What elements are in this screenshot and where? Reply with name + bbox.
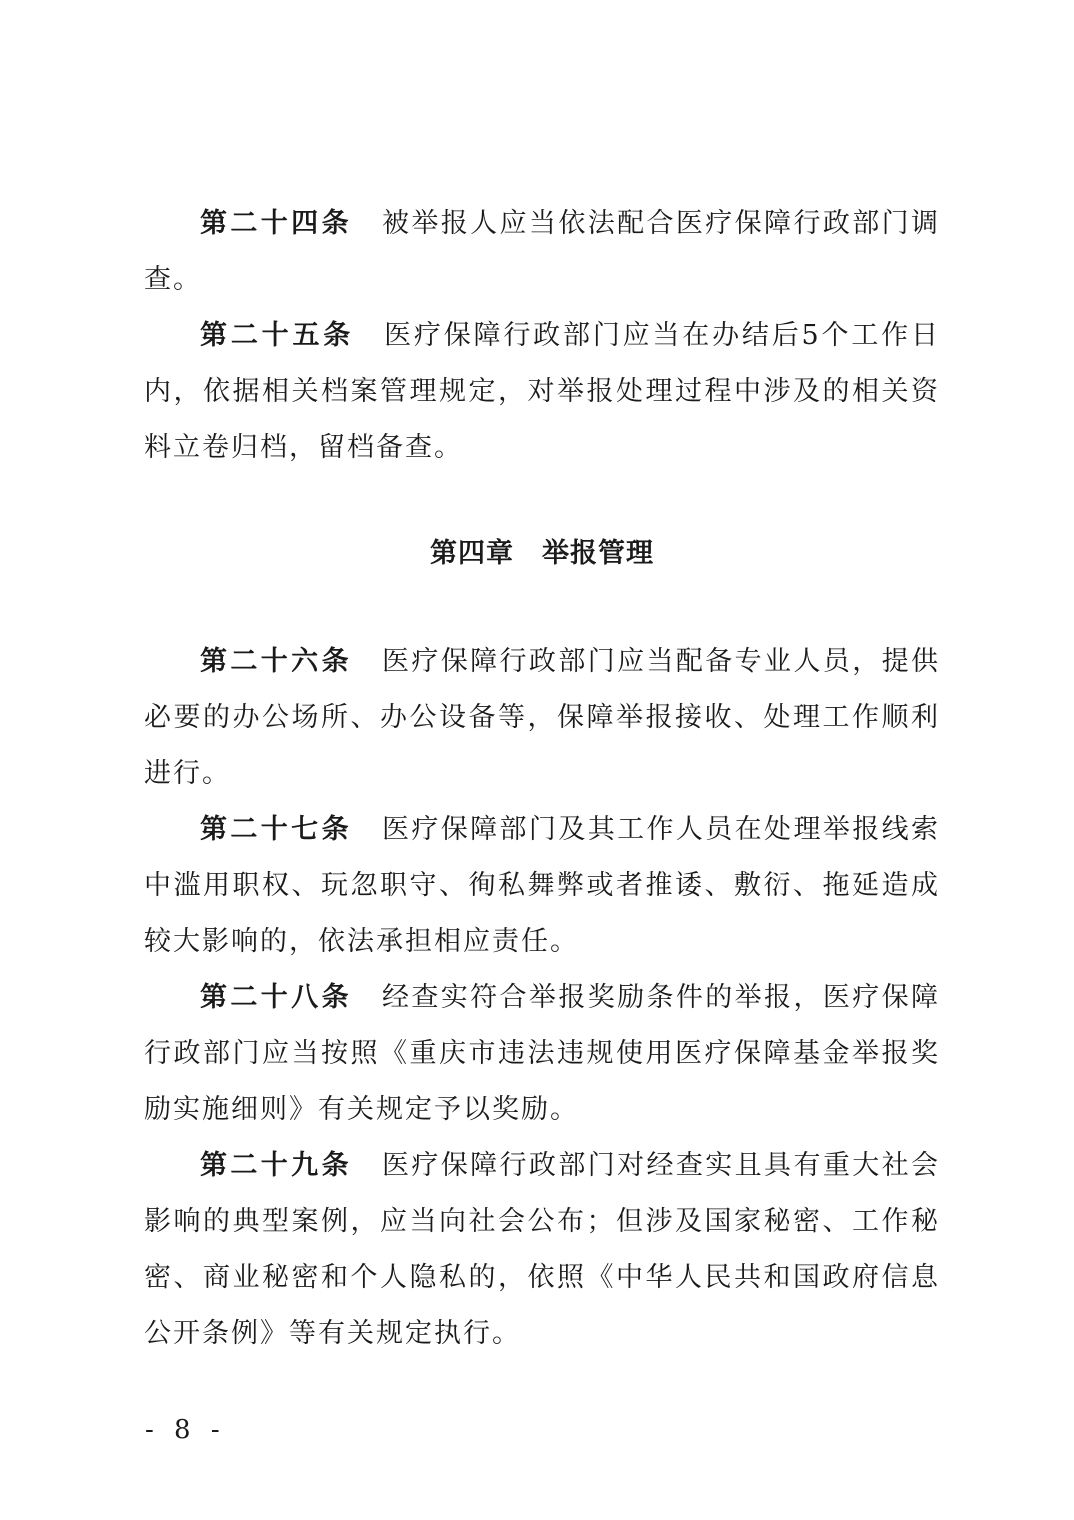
article-text: 经查实符合举报奖励条件的举报，医疗保障行政部门应当按照《重庆市违法违规使用医疗保障基金举报奖励实施细则》有关规定予以奖励。 <box>144 982 941 1125</box>
article-29 <box>144 1138 940 1362</box>
chapter-title: 举报管理 <box>542 538 654 569</box>
article-number: 第二十五条 <box>200 320 355 351</box>
article-number: 第二十四条 <box>200 208 352 239</box>
article-27 <box>144 802 940 970</box>
article-text: 医疗保障部门及其工作人员在处理举报线索中滥用职权、玩忽职守、徇私舞弊或者推诿、敷衍、拖延造成较大影响的，依法承担相应责任。 <box>144 814 941 957</box>
article-number: 第二十九条 <box>200 1150 352 1181</box>
article-25 <box>144 308 940 476</box>
article-number: 第二十七条 <box>200 814 352 845</box>
article-24 <box>144 196 940 308</box>
document-body <box>144 196 940 1362</box>
article-text: 医疗保障行政部门对经查实且具有重大社会影响的典型案例，应当向社会公布；但涉及国家秘密、工作秘密、商业秘密和个人隐私的，依照《中华人民共和国政府信息公开条例》等有关规定执行。 <box>144 1150 941 1349</box>
article-text: 医疗保障行政部门应当在办结后5个工作日内，依据相关档案管理规定，对举报处理过程中涉及的相关资料立卷归档，留档备查。 <box>144 320 940 463</box>
chapter-number: 第四章 <box>430 538 514 569</box>
article-text: 被举报人应当依法配合医疗保障行政部门调查。 <box>144 208 941 295</box>
article-28 <box>144 970 940 1138</box>
chapter-heading <box>144 526 940 582</box>
page-number: - 8 - <box>145 1415 226 1445</box>
article-number: 第二十六条 <box>200 646 352 677</box>
article-26 <box>144 634 940 802</box>
article-number: 第二十八条 <box>200 982 352 1013</box>
article-text: 医疗保障行政部门应当配备专业人员，提供必要的办公场所、办公设备等，保障举报接收、处理工作顺利进行。 <box>144 646 941 789</box>
